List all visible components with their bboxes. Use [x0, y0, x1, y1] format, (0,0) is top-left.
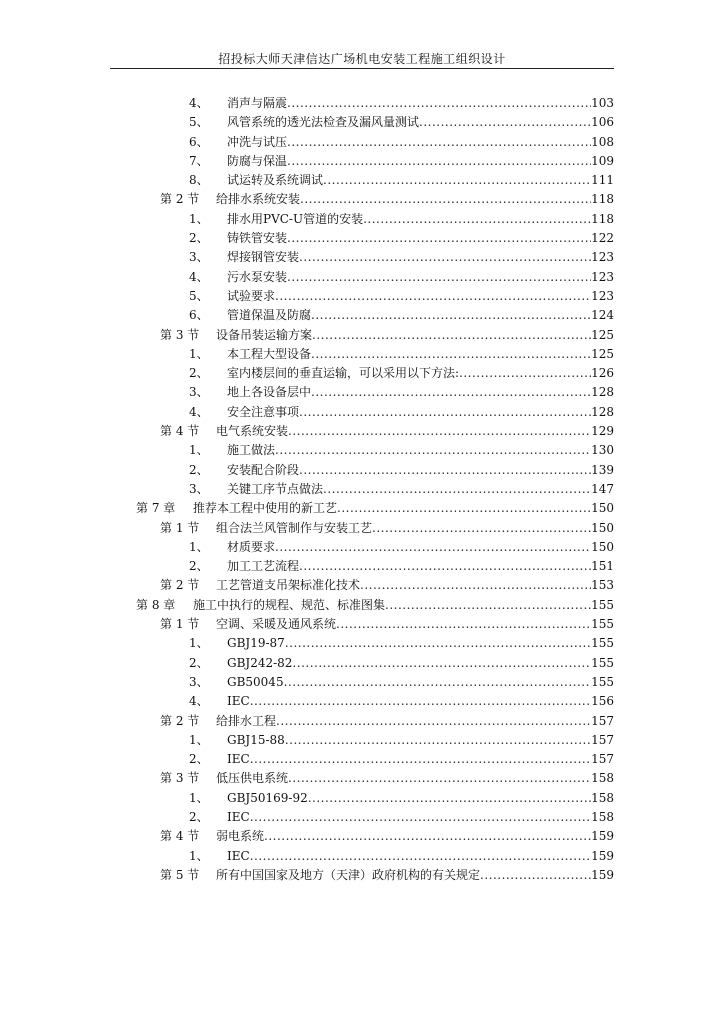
toc-entry-number: 2、 — [189, 559, 209, 574]
toc-entry-number: 第 7 章 — [136, 501, 176, 516]
toc-entry-item[interactable] — [0, 383, 724, 402]
toc-entry-item[interactable] — [0, 152, 724, 171]
toc-entry-line — [227, 306, 614, 325]
toc-entry-page-number: 159 — [591, 848, 614, 863]
toc-entry-item[interactable] — [0, 789, 724, 808]
toc-entry-page-number: 103 — [591, 96, 614, 110]
toc-entry-section[interactable] — [0, 422, 724, 441]
toc-entry-section[interactable] — [0, 576, 724, 595]
dot-leader — [250, 808, 591, 827]
toc-entry-line — [227, 345, 614, 364]
page-top-margin — [0, 0, 724, 30]
toc-entry-number: 4、 — [189, 269, 209, 284]
toc-entry-line — [227, 229, 614, 248]
toc-entry-title: GBJ15-88 — [227, 732, 285, 747]
toc-entry-line — [193, 596, 614, 615]
toc-entry-title: 试运转及系统调试 — [227, 173, 324, 188]
dot-leader — [250, 750, 591, 769]
toc-entry-chapter[interactable] — [0, 499, 724, 518]
toc-entry-item[interactable] — [0, 133, 724, 152]
toc-entry-line — [227, 557, 614, 576]
dot-leader — [250, 847, 591, 866]
dot-leader — [275, 441, 591, 460]
toc-entry-number: 1、 — [189, 732, 209, 747]
toc-entry-page-number: 125 — [591, 327, 614, 342]
dot-leader — [285, 634, 591, 653]
dot-leader — [287, 94, 591, 113]
toc-entry-number: 第 4 节 — [160, 424, 200, 439]
dot-leader — [312, 326, 591, 345]
toc-entry-line — [227, 847, 614, 866]
toc-entry-title: 风管系统的透光法检查及漏风量测试 — [227, 115, 420, 130]
toc-entry-line — [227, 248, 614, 267]
toc-entry-item[interactable] — [0, 731, 724, 750]
dot-leader — [287, 152, 591, 171]
toc-entry-line — [227, 808, 614, 827]
toc-entry-line — [216, 712, 614, 731]
toc-entry-number: 1、 — [189, 636, 209, 651]
dot-leader — [323, 480, 591, 499]
toc-entry-title: 材质要求 — [227, 539, 276, 554]
toc-entry-section[interactable] — [0, 712, 724, 731]
dot-leader — [336, 615, 591, 634]
toc-entry-item[interactable] — [0, 94, 724, 113]
toc-entry-page-number: 125 — [591, 346, 614, 361]
toc-entry-page-number: 157 — [591, 732, 614, 747]
toc-entry-page-number: 155 — [591, 636, 614, 651]
toc-entry-line — [227, 654, 614, 673]
toc-entry-line — [227, 441, 614, 460]
toc-entry-item[interactable] — [0, 306, 724, 325]
toc-entry-page-number: 159 — [591, 867, 614, 882]
toc-entry-number: 第 5 节 — [160, 867, 200, 882]
toc-entry-page-number: 123 — [591, 269, 614, 284]
toc-entry-page-number: 158 — [591, 790, 614, 805]
dot-leader — [292, 654, 591, 673]
dot-leader — [480, 866, 591, 885]
toc-entry-item[interactable] — [0, 113, 724, 132]
dot-leader — [311, 345, 591, 364]
toc-entry-page-number: 124 — [591, 308, 614, 323]
toc-entry-line — [227, 152, 614, 171]
toc-entry-page-number: 123 — [591, 250, 614, 265]
toc-entry-title: IEC — [227, 848, 250, 863]
toc-entry-page-number: 158 — [591, 809, 614, 824]
toc-entry-number: 第 1 节 — [160, 520, 200, 535]
toc-entry-title: 组合法兰风管制作与安装工艺 — [216, 520, 373, 535]
toc-entry-section[interactable] — [0, 827, 724, 846]
toc-entry-line — [227, 133, 614, 152]
toc-entry-title: 安装配合阶段 — [227, 462, 300, 477]
dot-leader — [284, 673, 592, 692]
toc-entry-number: 5、 — [189, 115, 209, 130]
toc-entry-item[interactable] — [0, 287, 724, 306]
toc-entry-title: GB50045 — [227, 674, 284, 689]
toc-entry-line — [227, 171, 614, 190]
toc-entry-section[interactable] — [0, 326, 724, 345]
header-divider — [110, 68, 614, 69]
toc-entry-item[interactable] — [0, 345, 724, 364]
dot-leader — [419, 113, 591, 132]
toc-entry-page-number: 158 — [591, 771, 614, 786]
dot-leader — [264, 827, 591, 846]
toc-entry-item[interactable] — [0, 654, 724, 673]
dot-leader — [285, 731, 591, 750]
toc-entry-section[interactable] — [0, 519, 724, 538]
toc-entry-title: 低压供电系统 — [216, 771, 289, 786]
toc-entry-line — [227, 538, 614, 557]
toc-entry-page-number: 109 — [591, 153, 614, 168]
dot-leader — [250, 692, 591, 711]
toc-entry-title: IEC — [227, 752, 250, 767]
dot-leader — [299, 557, 591, 576]
toc-entry-number: 6、 — [189, 308, 209, 323]
document-header-title: 招投标大师天津信达广场机电安装工程施工组织设计 — [218, 52, 506, 66]
toc-entry-number: 2、 — [189, 809, 209, 824]
toc-entry-line — [227, 461, 614, 480]
toc-entry-title: 加工工艺流程 — [227, 559, 300, 574]
toc-entry-page-number: 106 — [591, 115, 614, 130]
toc-entry-line — [216, 326, 614, 345]
toc-entry-title: GBJ242-82 — [227, 655, 293, 670]
toc-entry-title: 消声与隔震 — [227, 96, 288, 110]
toc-entry-number: 2、 — [189, 655, 209, 670]
toc-entry-title: 给排水工程 — [216, 713, 277, 728]
toc-entry-line — [227, 94, 614, 113]
toc-entry-section[interactable] — [0, 866, 724, 885]
dot-leader — [288, 422, 591, 441]
toc-entry-title: 排水用PVC-U管道的安装 — [227, 211, 364, 226]
toc-entry-number: 4、 — [189, 404, 209, 419]
toc-entry-line — [227, 210, 614, 229]
toc-entry-item[interactable] — [0, 210, 724, 229]
toc-entry-item[interactable] — [0, 268, 724, 287]
toc-entry-line — [227, 789, 614, 808]
dot-leader — [363, 210, 591, 229]
toc-entry-title: 本工程大型设备 — [227, 346, 312, 361]
toc-entry-page-number: 139 — [591, 462, 614, 477]
toc-entry-title: 施工做法 — [227, 443, 276, 458]
dot-leader — [275, 287, 591, 306]
toc-entry-number: 2、 — [189, 462, 209, 477]
toc-entry-page-number: 155 — [591, 617, 614, 632]
toc-entry-section[interactable] — [0, 615, 724, 634]
toc-entry-item[interactable] — [0, 847, 724, 866]
dot-leader — [299, 461, 591, 480]
toc-entry-item[interactable] — [0, 673, 724, 692]
toc-entry-line — [227, 287, 614, 306]
dot-leader — [300, 190, 591, 209]
dot-leader — [323, 171, 591, 190]
dot-leader — [299, 248, 591, 267]
toc-entry-page-number: 128 — [591, 385, 614, 400]
toc-entry-title: 所有中国国家及地方（天津）政府机构的有关规定 — [216, 867, 481, 882]
toc-entry-number: 2、 — [189, 752, 209, 767]
dot-leader — [372, 519, 591, 538]
toc-entry-number: 4、 — [189, 96, 209, 110]
toc-entry-page-number: 130 — [591, 443, 614, 458]
toc-entry-title: 铸铁管安装 — [227, 231, 288, 246]
toc-entry-page-number: 156 — [591, 694, 614, 709]
dot-leader — [308, 789, 591, 808]
toc-entry-number: 1、 — [189, 346, 209, 361]
toc-entry-line — [216, 519, 614, 538]
toc-entry-line — [216, 576, 614, 595]
toc-entry-page-number: 128 — [591, 404, 614, 419]
toc-entry-item[interactable] — [0, 692, 724, 711]
toc-entry-item[interactable] — [0, 538, 724, 557]
toc-entry-item[interactable] — [0, 229, 724, 248]
toc-entry-line — [216, 190, 614, 209]
toc-entry-number: 第 2 节 — [160, 578, 200, 593]
toc-entry-title: 室内楼层间的垂直运输，可以采用以下方法: — [227, 366, 460, 381]
toc-entry-title: 污水泵安装 — [227, 269, 288, 284]
toc-entry-page-number: 151 — [591, 559, 614, 574]
toc-entry-title: GBJ19-87 — [227, 636, 285, 651]
toc-entry-title: IEC — [227, 694, 250, 709]
toc-entry-title: 安全注意事项 — [227, 404, 300, 419]
dot-leader — [288, 769, 591, 788]
toc-entry-number: 1、 — [189, 443, 209, 458]
dot-leader — [459, 364, 591, 383]
toc-entry-line — [193, 499, 614, 518]
toc-entry-number: 第 8 章 — [136, 597, 176, 612]
toc-entry-number: 第 3 节 — [160, 771, 200, 786]
toc-entry-line — [227, 634, 614, 653]
dot-leader — [337, 499, 591, 518]
toc-entry-item[interactable] — [0, 171, 724, 190]
toc-entry-item[interactable] — [0, 461, 724, 480]
toc-entry-number: 5、 — [189, 288, 209, 303]
dot-leader — [287, 133, 591, 152]
toc-entry-page-number: 118 — [591, 211, 614, 226]
toc-entry-title: GBJ50169-92 — [227, 790, 308, 805]
toc-entry-number: 2、 — [189, 366, 209, 381]
toc-entry-page-number: 111 — [591, 173, 614, 188]
toc-entry-line — [227, 731, 614, 750]
toc-entry-page-number: 153 — [591, 578, 614, 593]
toc-entry-page-number: 126 — [591, 366, 614, 381]
dot-leader — [360, 576, 591, 595]
toc-entry-title: 关键工序节点做法 — [227, 481, 324, 496]
toc-entry-number: 6、 — [189, 134, 209, 149]
toc-entry-title: 设备吊装运输方案 — [216, 327, 313, 342]
toc-entry-line — [227, 673, 614, 692]
toc-entry-title: 工艺管道支吊架标准化技术 — [216, 578, 361, 593]
dot-leader — [299, 403, 591, 422]
toc-entry-title: IEC — [227, 809, 250, 824]
toc-entry-title: 试验要求 — [227, 288, 276, 303]
dot-leader — [311, 383, 591, 402]
toc-entry-number: 第 4 节 — [160, 829, 200, 844]
toc-entry-line — [227, 268, 614, 287]
toc-entry-title: 管道保温及防腐 — [227, 308, 312, 323]
dot-leader — [287, 229, 591, 248]
toc-entry-title: 地上各设备层中 — [227, 385, 312, 400]
toc-entry-page-number: 155 — [591, 655, 614, 670]
table-of-contents — [0, 94, 724, 885]
toc-entry-line — [216, 827, 614, 846]
toc-entry-line — [216, 615, 614, 634]
toc-entry-number: 2、 — [189, 231, 209, 246]
toc-entry-page-number: 123 — [591, 288, 614, 303]
toc-entry-page-number: 155 — [591, 674, 614, 689]
dot-leader — [275, 538, 591, 557]
toc-entry-item[interactable] — [0, 403, 724, 422]
toc-entry-line — [216, 866, 614, 885]
toc-entry-page-number: 159 — [591, 829, 614, 844]
toc-entry-line — [227, 364, 614, 383]
dot-leader — [385, 596, 591, 615]
toc-entry-section[interactable] — [0, 190, 724, 209]
toc-entry-line — [216, 769, 614, 788]
toc-entry-line — [227, 692, 614, 711]
toc-entry-page-number: 129 — [591, 424, 614, 439]
toc-entry-number: 3、 — [189, 674, 209, 689]
toc-entry-line — [227, 480, 614, 499]
toc-entry-number: 1、 — [189, 848, 209, 863]
toc-entry-number: 第 2 节 — [160, 713, 200, 728]
toc-entry-title: 给排水系统安装 — [216, 192, 301, 207]
toc-entry-number: 7、 — [189, 153, 209, 168]
toc-entry-number: 1、 — [189, 539, 209, 554]
dot-leader — [287, 268, 591, 287]
toc-entry-item[interactable] — [0, 634, 724, 653]
toc-entry-number: 4、 — [189, 694, 209, 709]
toc-entry-page-number: 122 — [591, 231, 614, 246]
toc-entry-number: 第 1 节 — [160, 617, 200, 632]
toc-entry-title: 焊接钢管安装 — [227, 250, 300, 265]
toc-entry-number: 3、 — [189, 481, 209, 496]
toc-entry-item[interactable] — [0, 808, 724, 827]
toc-entry-page-number: 157 — [591, 752, 614, 767]
toc-entry-item[interactable] — [0, 441, 724, 460]
toc-entry-page-number: 118 — [591, 192, 614, 207]
toc-entry-page-number: 157 — [591, 713, 614, 728]
toc-entry-item[interactable] — [0, 364, 724, 383]
toc-entry-title: 弱电系统 — [216, 829, 265, 844]
toc-entry-number: 1、 — [189, 211, 209, 226]
toc-entry-page-number: 150 — [591, 539, 614, 554]
toc-entry-line — [227, 403, 614, 422]
toc-entry-page-number: 155 — [591, 597, 614, 612]
toc-entry-number: 第 3 节 — [160, 327, 200, 342]
toc-entry-page-number: 147 — [591, 481, 614, 496]
toc-entry-line — [227, 383, 614, 402]
toc-entry-line — [227, 750, 614, 769]
toc-entry-page-number: 150 — [591, 501, 614, 516]
dot-leader — [311, 306, 591, 325]
dot-leader — [276, 712, 591, 731]
toc-entry-title: 防腐与保温 — [227, 153, 288, 168]
toc-entry-chapter[interactable] — [0, 596, 724, 615]
toc-entry-line — [216, 422, 614, 441]
toc-entry-item[interactable] — [0, 750, 724, 769]
toc-entry-number: 3、 — [189, 250, 209, 265]
toc-entry-item[interactable] — [0, 248, 724, 267]
toc-entry-number: 第 2 节 — [160, 192, 200, 207]
toc-entry-title: 施工中执行的规程、规范、标准图集 — [193, 597, 386, 612]
toc-entry-number: 3、 — [189, 385, 209, 400]
toc-entry-title: 冲洗与试压 — [227, 134, 288, 149]
toc-entry-title: 推荐本工程中使用的新工艺 — [193, 501, 338, 516]
toc-entry-item[interactable] — [0, 557, 724, 576]
toc-entry-section[interactable] — [0, 769, 724, 788]
toc-entry-item[interactable] — [0, 480, 724, 499]
toc-entry-title: 空调、采暖及通风系统 — [216, 617, 337, 632]
toc-entry-line — [227, 113, 614, 132]
toc-entry-page-number: 108 — [591, 134, 614, 149]
toc-entry-page-number: 150 — [591, 520, 614, 535]
toc-entry-number: 8、 — [189, 173, 209, 188]
toc-entry-number: 1、 — [189, 790, 209, 805]
toc-entry-title: 电气系统安装 — [216, 424, 289, 439]
